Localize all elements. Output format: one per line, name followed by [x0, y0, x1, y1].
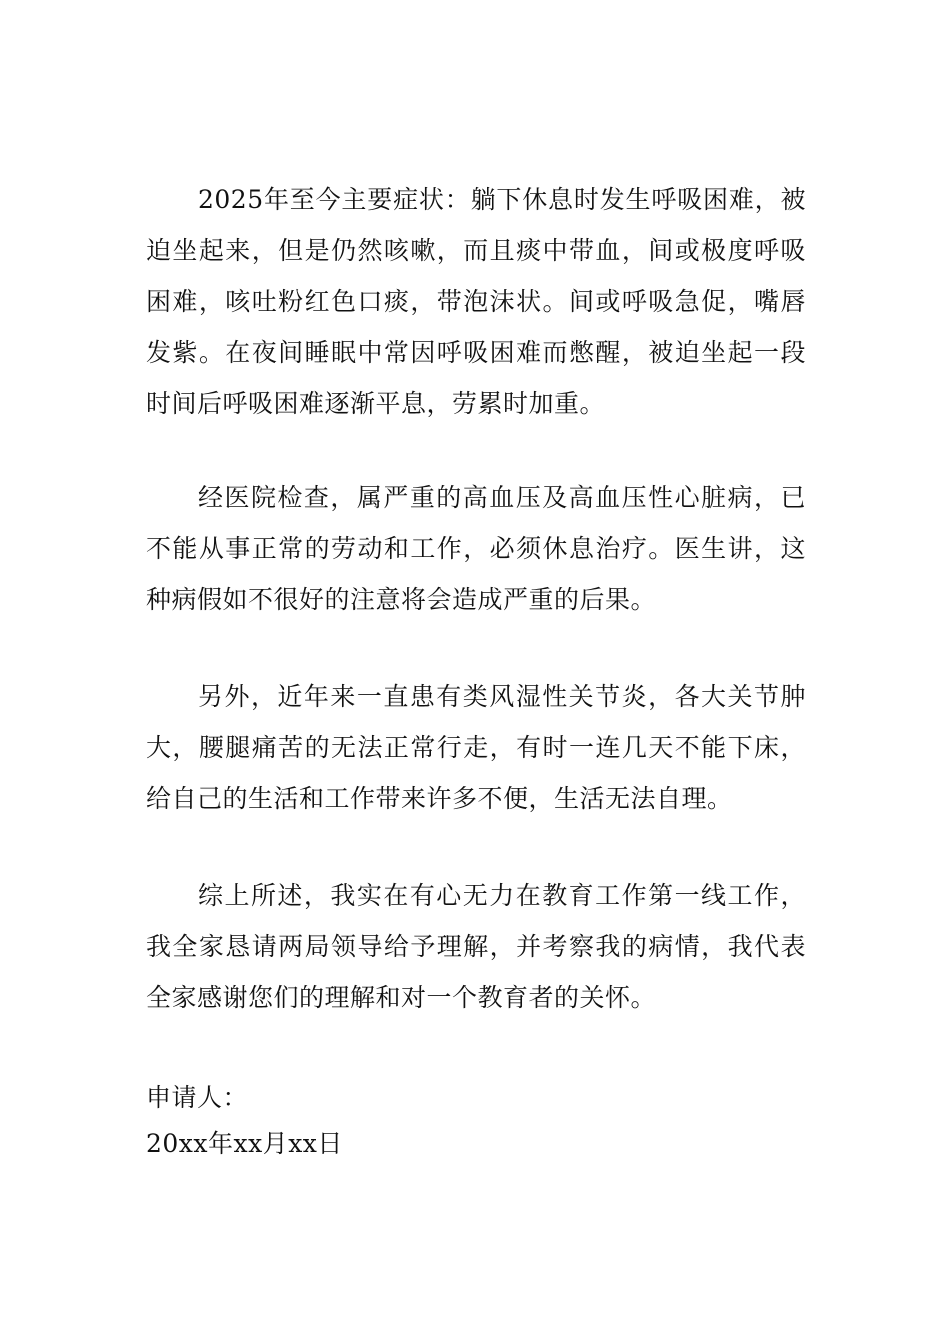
- paragraph-arthritis: [146, 671, 806, 824]
- paragraph-diagnosis: [146, 472, 806, 625]
- paragraph-conclusion: [146, 870, 806, 1023]
- applicant-label: 申请人：: [146, 1083, 249, 1112]
- paragraph-text: 另外，近年来一直患有类风湿性关节炎，各大关节肿大，腰腿痛苦的无法正常行走，有时一连几天不能下床，给自己的生活和工作带来许多不便，生活无法自理。: [146, 682, 806, 813]
- paragraph-symptoms: [146, 174, 806, 429]
- paragraph-text: 经医院检查，属严重的高血压及高血压性心脏病，已不能从事正常的劳动和工作，必须休息治疗。医生讲，这种病假如不很好的注意将会造成严重的后果。: [146, 483, 806, 614]
- paragraph-text: 2025年至今主要症状：躺下休息时发生呼吸困难，被迫坐起来，但是仍然咳嗽，而且痰中带血，间或极度呼吸困难，咳吐粉红色口痰，带泡沫状。间或呼吸急促，嘴唇发紫。在夜间睡眠中常因呼吸困难而憋醒，被迫坐起一段时间后呼吸困难逐渐平息，劳累时加重。: [146, 185, 806, 418]
- paragraph-text: 综上所述，我实在有心无力在教育工作第一线工作，我全家恳请两局领导给予理解，并考察我的病情，我代表全家感谢您们的理解和对一个教育者的关怀。: [146, 881, 806, 1012]
- signature-date: 20xx年xx月xx日: [146, 1129, 343, 1158]
